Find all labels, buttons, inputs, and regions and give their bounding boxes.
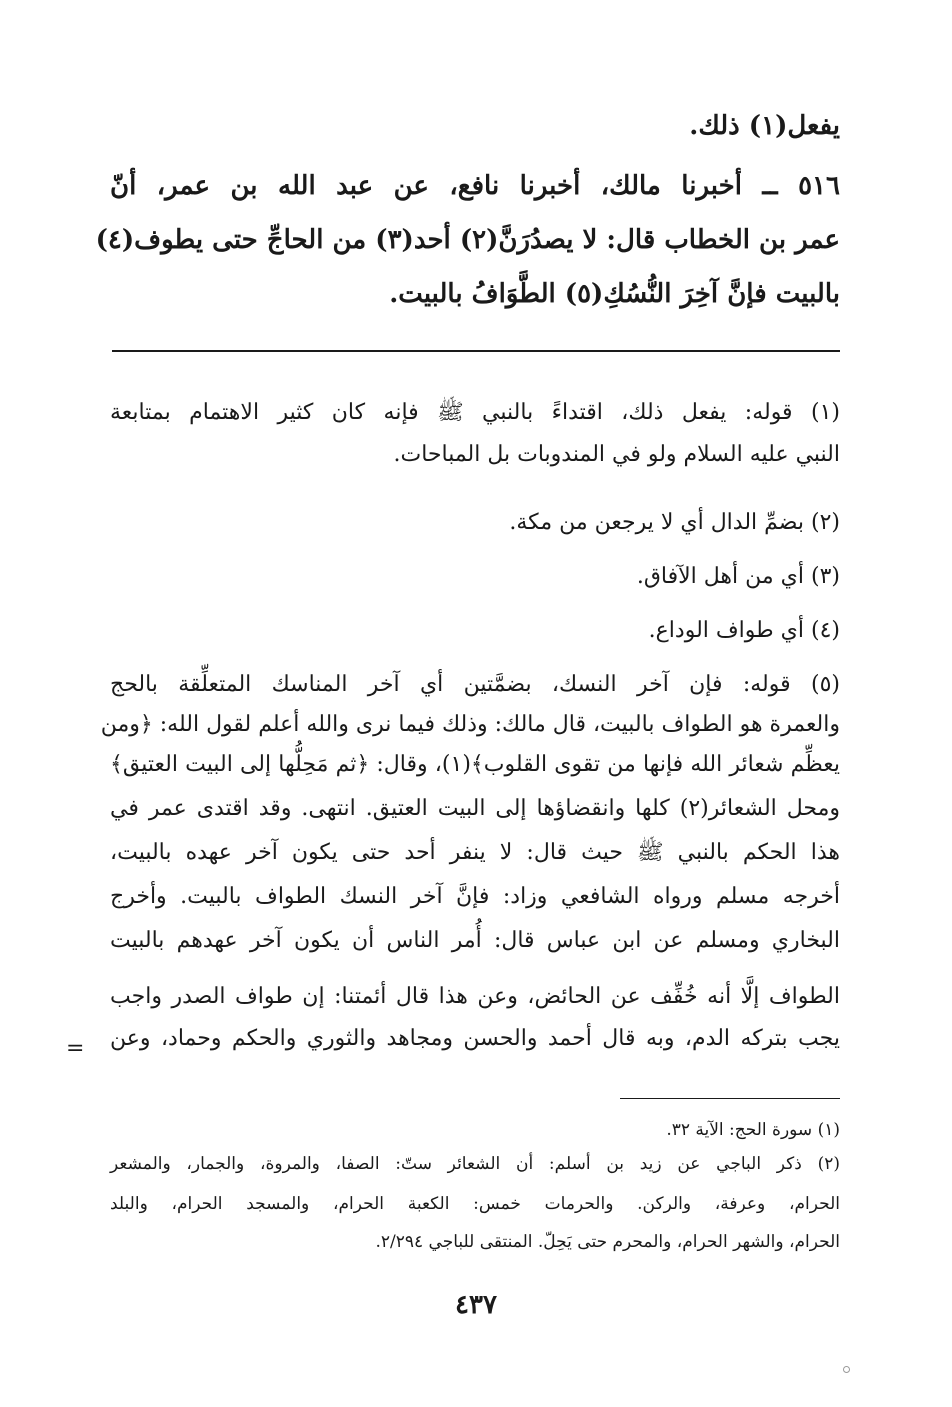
footnote-line: (١) سورة الحج: الآية ٣٢. <box>666 1120 840 1140</box>
commentary-line: يعظِّم شعائر الله فإنها من تقوى القلوب﴾(١)، وقال: ﴿ثم مَحِلُّها إلى البيت العتيق﴾ <box>110 752 840 777</box>
commentary-line: والعمرة هو الطواف بالبيت، قال مالك: وذلك فيما نرى والله أعلم لقول الله: ﴿ومن <box>100 712 840 737</box>
footnote-divider <box>620 1098 840 1099</box>
commentary-line: البخاري ومسلم عن ابن عباس قال: أُمر الناس أن يكون آخر عهدهم بالبيت <box>110 928 840 953</box>
commentary-line: يجب بتركه الدم، وبه قال أحمد والحسن ومجاهد والثوري والحكم وحماد، وعن <box>110 1026 840 1051</box>
main-text-line: ٥١٦ ــ أخبرنا مالك، أخبرنا نافع، عن عبد الله بن عمر، أنّ <box>110 171 840 201</box>
commentary-line: (٣) أي من أهل الآفاق. <box>636 564 840 589</box>
commentary-line: الطواف إلَّا أنه خُفِّف عن الحائض، وعن هذا قال أئمتنا: إن طواف الصدر واجب <box>110 984 840 1009</box>
commentary-line: ومحل الشعائر(٢) كلها وانقضاؤها إلى البيت العتيق. انتهى. وقد اقتدى عمر في <box>110 796 840 821</box>
footnote-line: الحرام، والشهر الحرام، والمحرم حتى يَحِلّ. المنتقى للباجي ٢/٢٩٤. <box>375 1232 840 1252</box>
scan-dot-mark <box>843 1366 850 1373</box>
footnote-line: الحرام، وعرفة، والركن. والحرمات خمس: الكعبة الحرام، والمسجد الحرام، والبلد <box>110 1194 840 1214</box>
commentary-line: (٢) بضمِّ الدال أي لا يرجعن من مكة. <box>509 510 840 535</box>
commentary-line: هذا الحكم بالنبي ﷺ حيث قال: لا ينفر أحد حتى يكون آخر عهده بالبيت، <box>110 840 840 865</box>
commentary-line: النبي عليه السلام ولو في المندوبات بل المباحات. <box>393 442 840 467</box>
section-divider <box>112 350 840 352</box>
continuation-mark: = <box>66 1036 85 1061</box>
commentary-line: (١) قوله: يفعل ذلك، اقتداءً بالنبي ﷺ فإنه كان كثير الاهتمام بمتابعة <box>110 400 840 425</box>
main-text-line: يفعل(١) ذلك. <box>689 111 840 141</box>
main-text-line: بالبيت فإنَّ آخِرَ النُّسُكِ(٥) الطَّوَافُ بالبيت. <box>389 279 840 309</box>
main-text-line: عمر بن الخطاب قال: لا يصدُرَنَّ(٢) أحد(٣) من الحاجِّ حتى يطوف(٤) <box>95 225 840 255</box>
commentary-line: أخرجه مسلم ورواه الشافعي وزاد: فإنَّ آخر النسك الطواف بالبيت. وأخرج <box>110 884 840 909</box>
commentary-line: (٥) قوله: فإن آخر النسك، بضمَّتين أي آخر المناسك المتعلِّقة بالحج <box>110 672 840 697</box>
commentary-line: (٤) أي طواف الوداع. <box>648 618 840 643</box>
footnote-line: (٢) ذكر الباجي عن زيد بن أسلم: أن الشعائر ستّ: الصفا، والمروة، والجمار، والمشعر <box>110 1154 840 1174</box>
page-number: ٤٣٧ <box>455 1290 497 1320</box>
